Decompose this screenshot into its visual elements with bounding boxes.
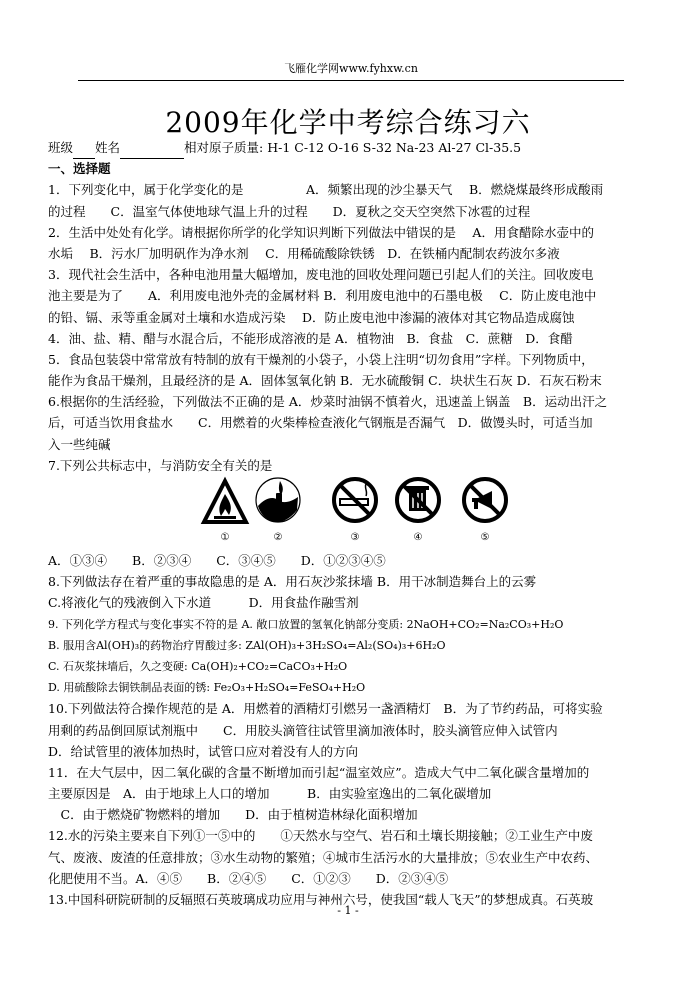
text-line: 的铅、镉、汞等重金属对土壤和水造成污染 D．防止废电池中渗漏的液体对其它物品造成腐蚀: [48, 309, 575, 325]
text-line: 化肥使用不当。A．④⑤ B．②④⑤ C．①②③ D．②③④⑤: [48, 870, 449, 886]
sign-number: ④: [413, 532, 423, 543]
text-line: 主要原因是 A．由于地球上人口的增加 B．由实验室逸出的二氧化碳增加: [48, 786, 492, 802]
site-header: 飞雁化学网www.fyhxw.cn: [78, 60, 624, 81]
text-line: 水垢 B．污水厂加明矾作为净水剂 C．用稀硫酸除铁锈 D．在铁桶内配制农药波尔多液: [48, 245, 560, 261]
text-line: 9. 下列化学方程式与变化事实不符的是 A. 敞口放置的氢氧化钠部分变质: 2NaOH+CO₂=Na₂CO₃+H₂O: [48, 617, 564, 631]
no-honking-icon: [460, 476, 510, 532]
class-label: 班级: [48, 140, 74, 155]
text-line: 后，可适当饮用食盐水 C．用燃着的火柴棒检查液化气钢瓶是否漏气 D．做馒头时，可适当加: [48, 415, 593, 431]
text-line: 11．在大气层中，因二氧化碳的含量不断增加而引起“温室效应”。造成大气中二氧化碳含量增加的: [48, 764, 590, 780]
sign-number: ⑤: [480, 532, 490, 543]
text-line: 3．现代社会生活中，各种电池用量大幅增加，废电池的回收处理问题已引起人们的关注。回收废电: [48, 267, 594, 283]
text-line: 1．下列变化中，属于化学变化的是 A．频繁出现的沙尘暴天气 B．燃烧煤最终形成酸雨: [48, 182, 604, 198]
sign-2: [253, 476, 303, 550]
text-line: 12.水的污染主要来自下列①一⑤中的 ①天然水与空气、岩石和土壤长期接触；②工业生产中废: [48, 828, 593, 844]
atomic-masses: 相对原子质量: H-1 C-12 O-16 S-32 Na-23 Al-27 Cl-35.5: [184, 140, 522, 155]
text-line: 4．油、盐、精、醋与水混合后，不能形成溶液的是 A．植物油 B．食盐 C．蔗糖 D．食醋: [48, 330, 573, 346]
sign-number: ③: [350, 532, 360, 543]
text-line: C.将液化气的残液倒入下水道 D．用食盐作融雪剂: [48, 595, 359, 611]
text-line: 能作为食品干燥剂，且最经济的是 A．固体氢氧化钠 B．无水硫酸铜 C．块状生石灰 D．石灰石粉末: [48, 373, 602, 389]
text-line: 5．食品包装袋中常常放有特制的放有干燥剂的小袋子，小袋上注明“切勿食用”字样。下列物质中，: [48, 351, 594, 367]
sign-5: [460, 476, 510, 550]
text-line: 气、废液、废渣的任意排放；③水生动物的繁殖；④城市生活污水的大量排放；⑤农业生产中农药、: [48, 849, 599, 865]
sign-1: [200, 476, 250, 550]
sign-3: [330, 476, 380, 550]
text-line: 池主要是为了 A．利用废电池外壳的金属材料 B．利用废电池中的石墨电极 C．防止废电池中: [48, 288, 597, 304]
sign-4: [393, 476, 443, 550]
lighter-fire-icon: [253, 476, 303, 532]
page-title: 2009年化学中考综合练习六: [165, 106, 531, 139]
flammable-sign-icon: [200, 476, 250, 532]
text-line: 用剩的药品倒回原试剂瓶中 C．用胶头滴管往试管里滴加液体时，胶头滴管应伸入试管内: [48, 722, 558, 738]
text-line: A．①③④ B．②③④ C．③④⑤ D．①②③④⑤: [48, 553, 386, 568]
text-line: 的过程 C．温室气体使地球气温上升的过程 D．夏秋之交天空突然下冰雹的过程: [48, 203, 531, 219]
text-line: 7.下列公共标志中，与消防安全有关的是: [48, 457, 273, 473]
sign-number: ①: [220, 532, 230, 543]
text-line: 入一些纯碱: [48, 436, 111, 452]
text-line: D. 用硫酸除去铜铁制品表面的锈: Fe₂O₃+H₂SO₄=FeSO₄+H₂O: [48, 681, 366, 695]
document-body: [48, 137, 660, 910]
questions-1-to-7: [48, 179, 660, 476]
text-line: C．由于燃烧矿物燃料的增加 D．由于植树造林绿化面积增加: [48, 807, 418, 823]
sign-number: ②: [273, 532, 283, 543]
no-smoking-icon: [330, 476, 380, 532]
text-line: 2．生活中处处有化学。请根据你所学的化学知识判断下列做法中错误的是 A．用食醋除水壶中的: [48, 224, 594, 240]
text-line: 10.下列做法符合操作规范的是 A．用燃着的酒精灯引燃另一盏酒精灯 B．为了节约药品，可将实验: [48, 701, 603, 717]
name-blank[interactable]: [120, 137, 184, 159]
text-line: C. 石灰浆抹墙后，久之变硬: Ca(OH)₂+CO₂=CaCO₃+H₂O: [48, 659, 348, 673]
no-littering-icon: [393, 476, 443, 532]
text-line: 6.根据你的生活经验，下列做法不正确的是 A．炒菜时油锅不慎着火，迅速盖上锅盖 B．运动出汗之: [48, 394, 608, 410]
public-signs: [200, 476, 660, 550]
name-label: 姓名: [95, 140, 121, 155]
class-blank[interactable]: [73, 137, 95, 159]
section-heading: 一、选择题: [48, 161, 111, 177]
questions-7-to-13: [48, 550, 660, 910]
text-line: D．给试管里的液体加热时，试管口应对着没有人的方向: [48, 743, 359, 759]
text-line: B. 服用含Al(OH)₃的药物治疗胃酸过多: ZAl(OH)₃+3H₂SO₄=Al₂(SO₄)₃+6H₂O: [48, 638, 446, 652]
student-info-line: [48, 137, 660, 158]
text-line: 8.下列做法存在着严重的事故隐患的是 A．用石灰沙浆抹墙 B．用干冰制造舞台上的云雾: [48, 574, 537, 590]
page-number: - 1 -: [337, 904, 359, 917]
text-line: 13.中国科研院研制的反辐照石英玻璃成功应用与神州六号，使我国“载人飞天”的梦想成真。石英玻: [48, 892, 594, 907]
